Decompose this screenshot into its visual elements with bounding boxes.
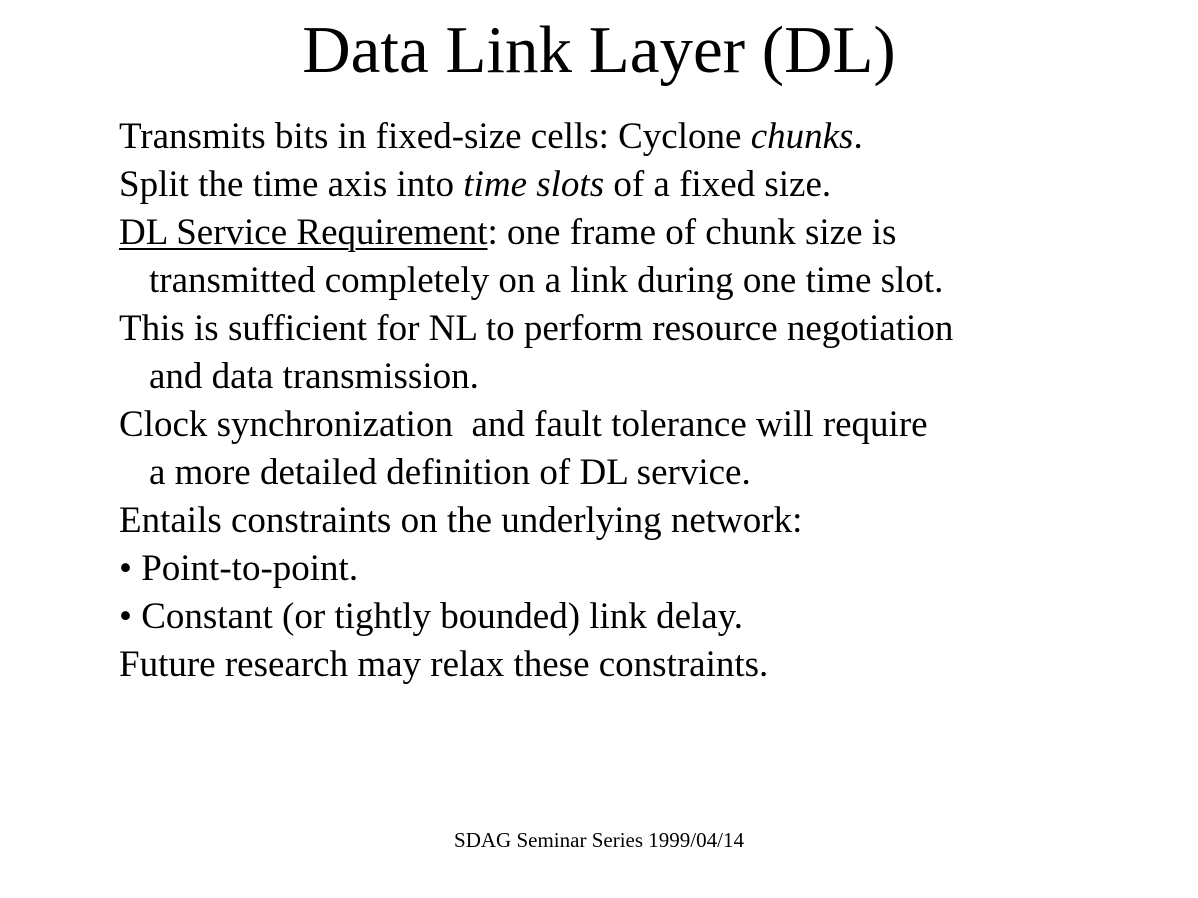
text-run: Transmits bits in fixed-size cells: Cyclone — [119, 116, 751, 157]
underlined-term: DL Service Requirement — [119, 212, 488, 253]
bullet-item-point-to-point: • Point-to-point. — [119, 548, 359, 589]
slide-title: Data Link Layer (DL) — [302, 13, 896, 87]
body-line-5: This is sufficient for NL to perform resource negotiation — [119, 308, 954, 349]
text-run: Split the time axis into — [119, 164, 464, 205]
text-run: of a fixed size. — [604, 164, 832, 205]
body-line-2 — [119, 161, 1179, 209]
body-line-12: Future research may relax these constraints. — [119, 644, 769, 685]
body-line-8: a more detailed definition of DL service. — [149, 452, 751, 493]
slide-body — [119, 113, 1179, 689]
emphasis-chunks: chunks — [750, 116, 854, 157]
emphasis-time-slots: time slots — [463, 164, 605, 205]
body-line-3 — [119, 209, 1179, 257]
body-line-6: and data transmission. — [149, 356, 479, 397]
bullet-item-link-delay: • Constant (or tightly bounded) link delay. — [119, 596, 744, 637]
text-run: : one frame of chunk size is — [487, 212, 897, 253]
body-line-4: transmitted completely on a link during one time slot. — [149, 260, 944, 301]
body-line-9: Entails constraints on the underlying network: — [119, 500, 803, 541]
text-run: . — [853, 116, 863, 157]
body-line-7: Clock synchronization and fault tolerance will require — [119, 404, 928, 445]
slide-footer: SDAG Seminar Series 1999/04/14 — [454, 828, 744, 852]
body-line-1 — [119, 113, 1179, 161]
